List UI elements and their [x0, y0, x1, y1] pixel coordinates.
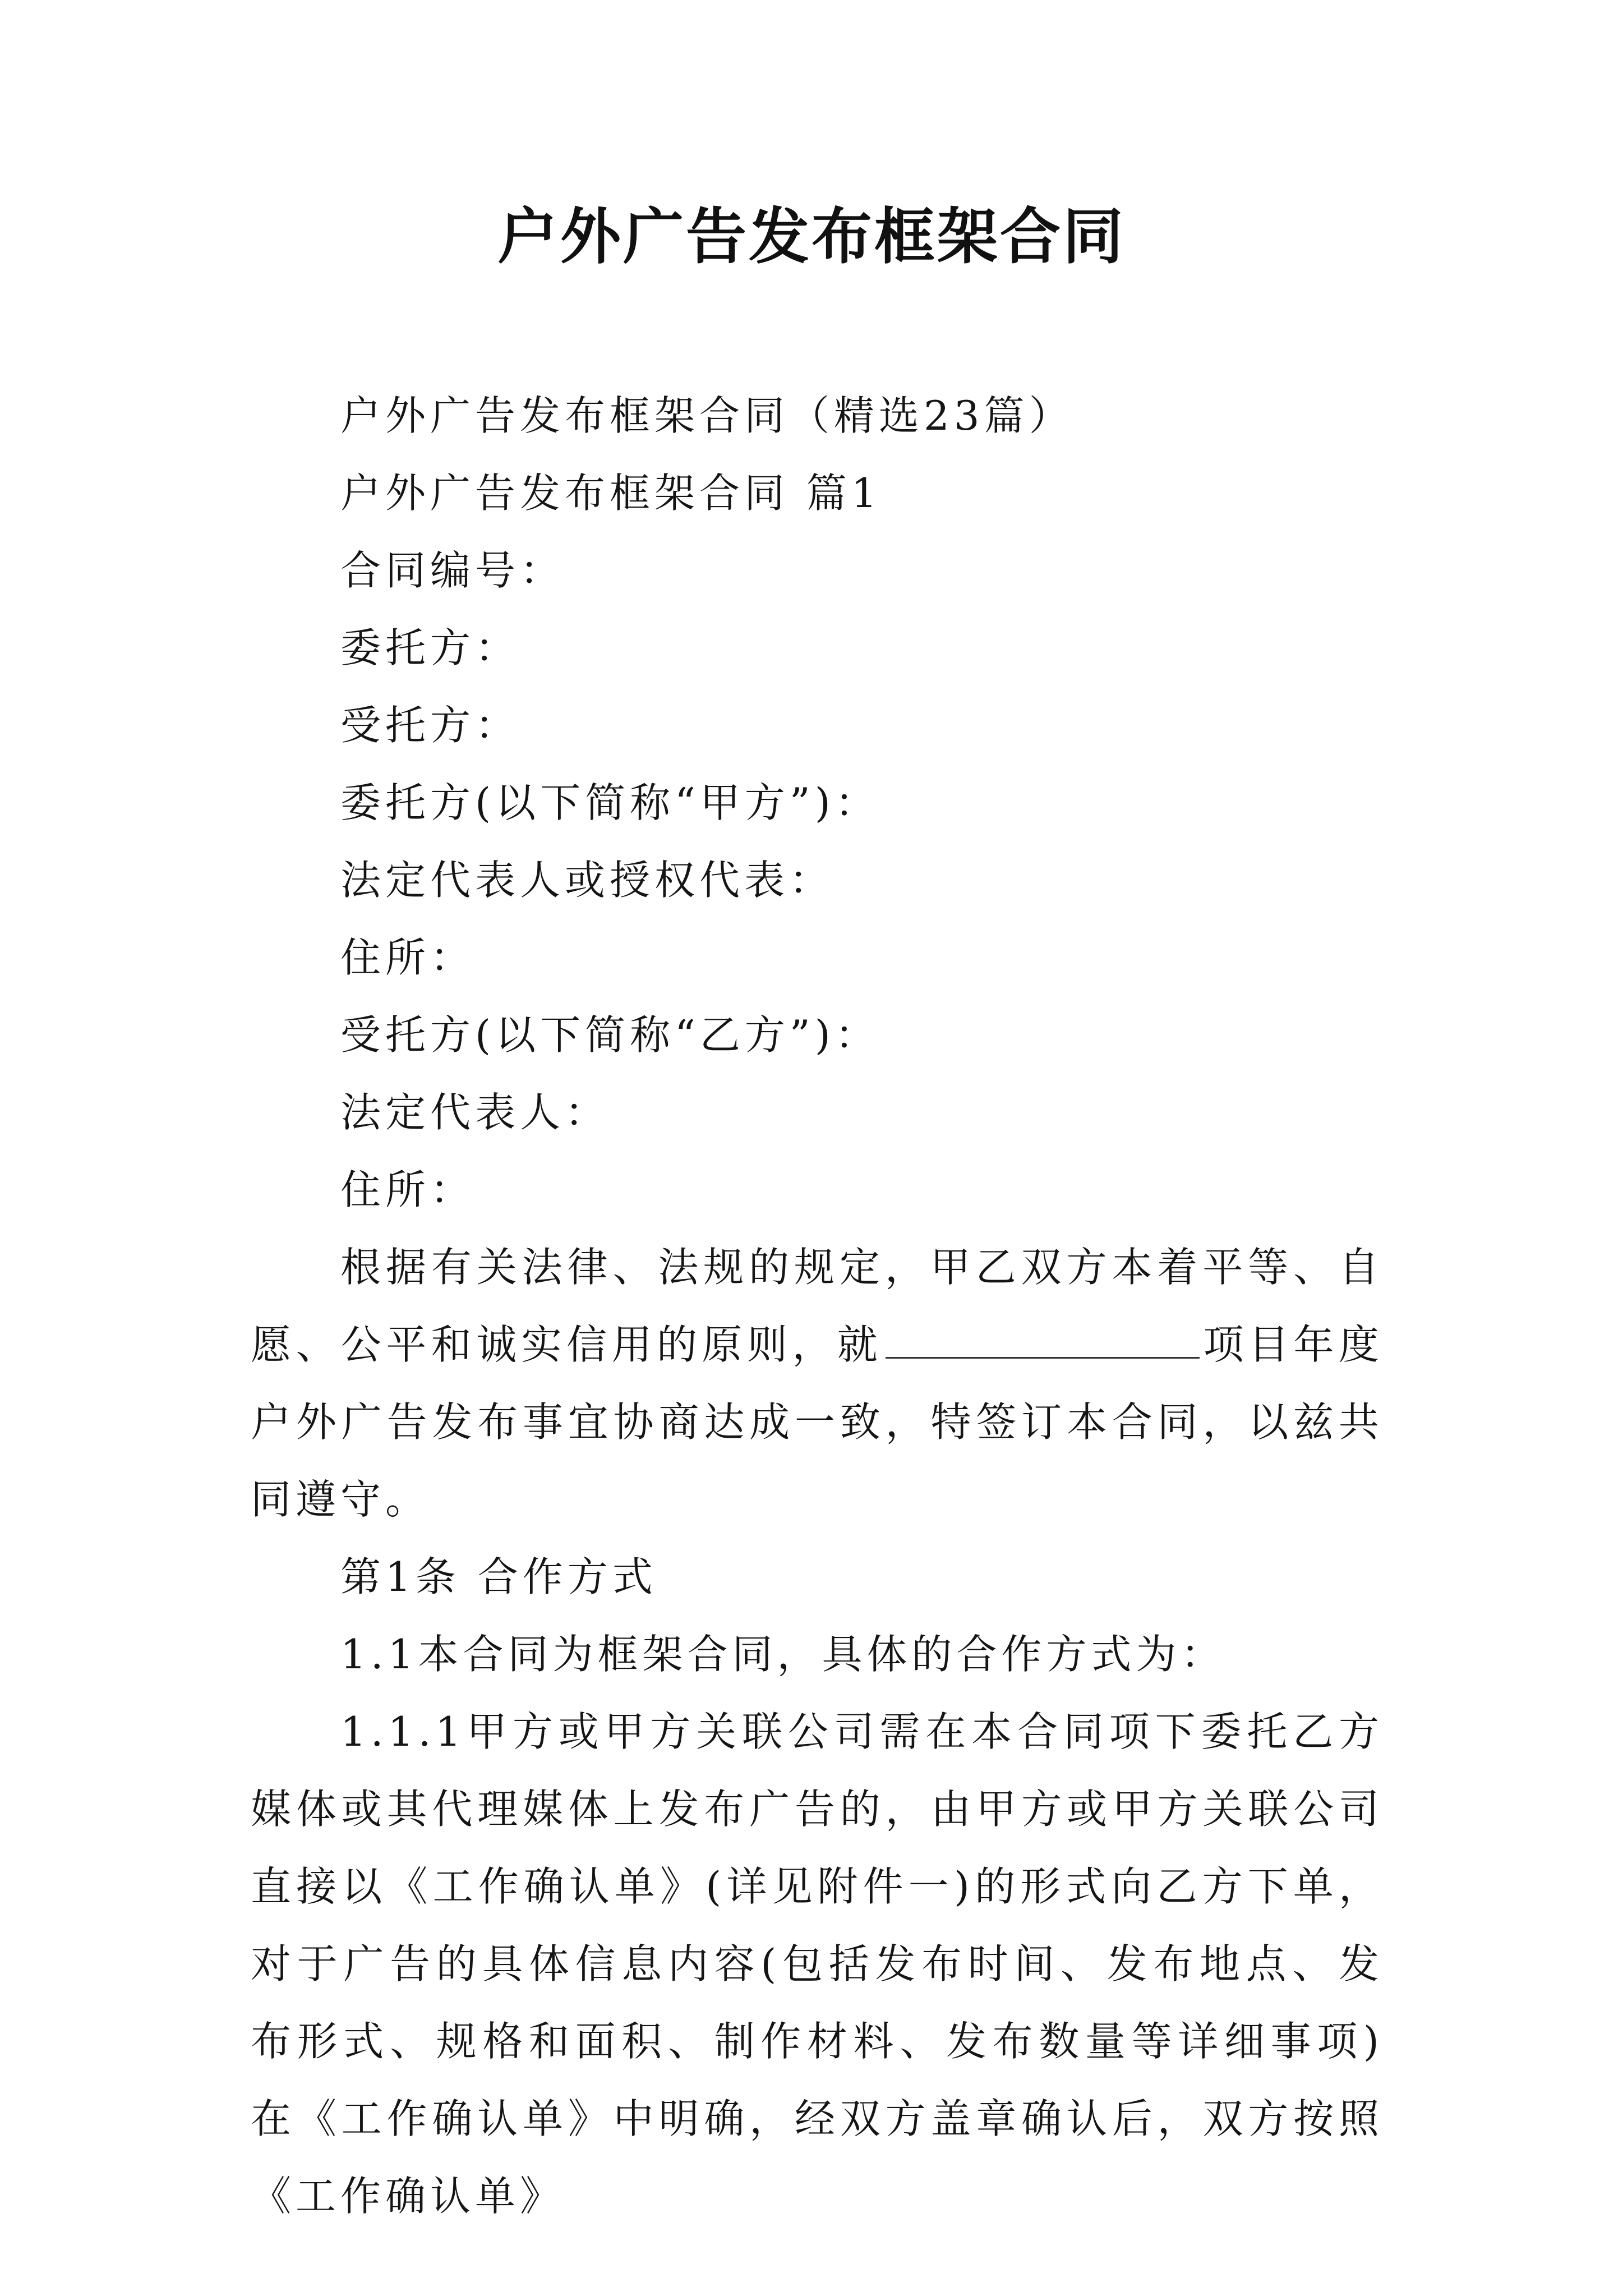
project-name-blank — [886, 1323, 1200, 1359]
field-party-a-representative: 法定代表人或授权代表： — [340, 857, 834, 904]
field-contract-number: 合同编号： — [340, 547, 565, 594]
field-party-b: 受托方(以下简称“乙方”)： — [340, 1011, 880, 1059]
article-heading: 第1条 合作方式 — [340, 1553, 657, 1600]
document-title: 户外广告发布框架合同 — [497, 201, 1126, 272]
field-contractor: 受托方： — [340, 702, 520, 749]
clause-1-1-1: 1.1.1甲方或甲方关联公司需在本合同项下委托乙方媒体或其代理媒体上发布广告的，由甲方或甲方关联公司直接以《工作确认单》(详见附件一)的形式向乙方下单，对于广告的具体信息内容(包括发布时间、发布地点、发布形式、规格和面积、制作材料、发布数量等详细事项)在《工作确认单》中明确，经双方盖章确认后，双方按照《工作确认单》 — [251, 1708, 1384, 2220]
clause-1-1: 1.1本合同为框架合同，具体的合作方式为： — [340, 1631, 1226, 1678]
subtitle-line: 户外广告发布框架合同（精选23篇） — [340, 392, 1074, 439]
field-party-a-address: 住所： — [340, 934, 476, 981]
section-heading: 户外广告发布框架合同 篇1 — [340, 470, 882, 517]
paragraph-basis-text-before: 根据有关法律、法规的规定，甲乙双方本着平等、自愿、公平和诚实信用的原则，就 — [251, 1244, 1384, 1368]
field-client: 委托方： — [340, 624, 520, 671]
field-party-b-representative: 法定代表人： — [340, 1089, 610, 1136]
field-party-a: 委托方(以下简称“甲方”)： — [340, 779, 880, 826]
paragraph-basis-text-after: 项目年度户外广告发布事宜协商达成一致，特签订本合同，以兹共同遵守。 — [251, 1321, 1384, 1523]
paragraph-basis — [251, 1228, 1384, 1538]
document-body — [251, 377, 1384, 2235]
field-party-b-address: 住所： — [340, 1166, 476, 1213]
